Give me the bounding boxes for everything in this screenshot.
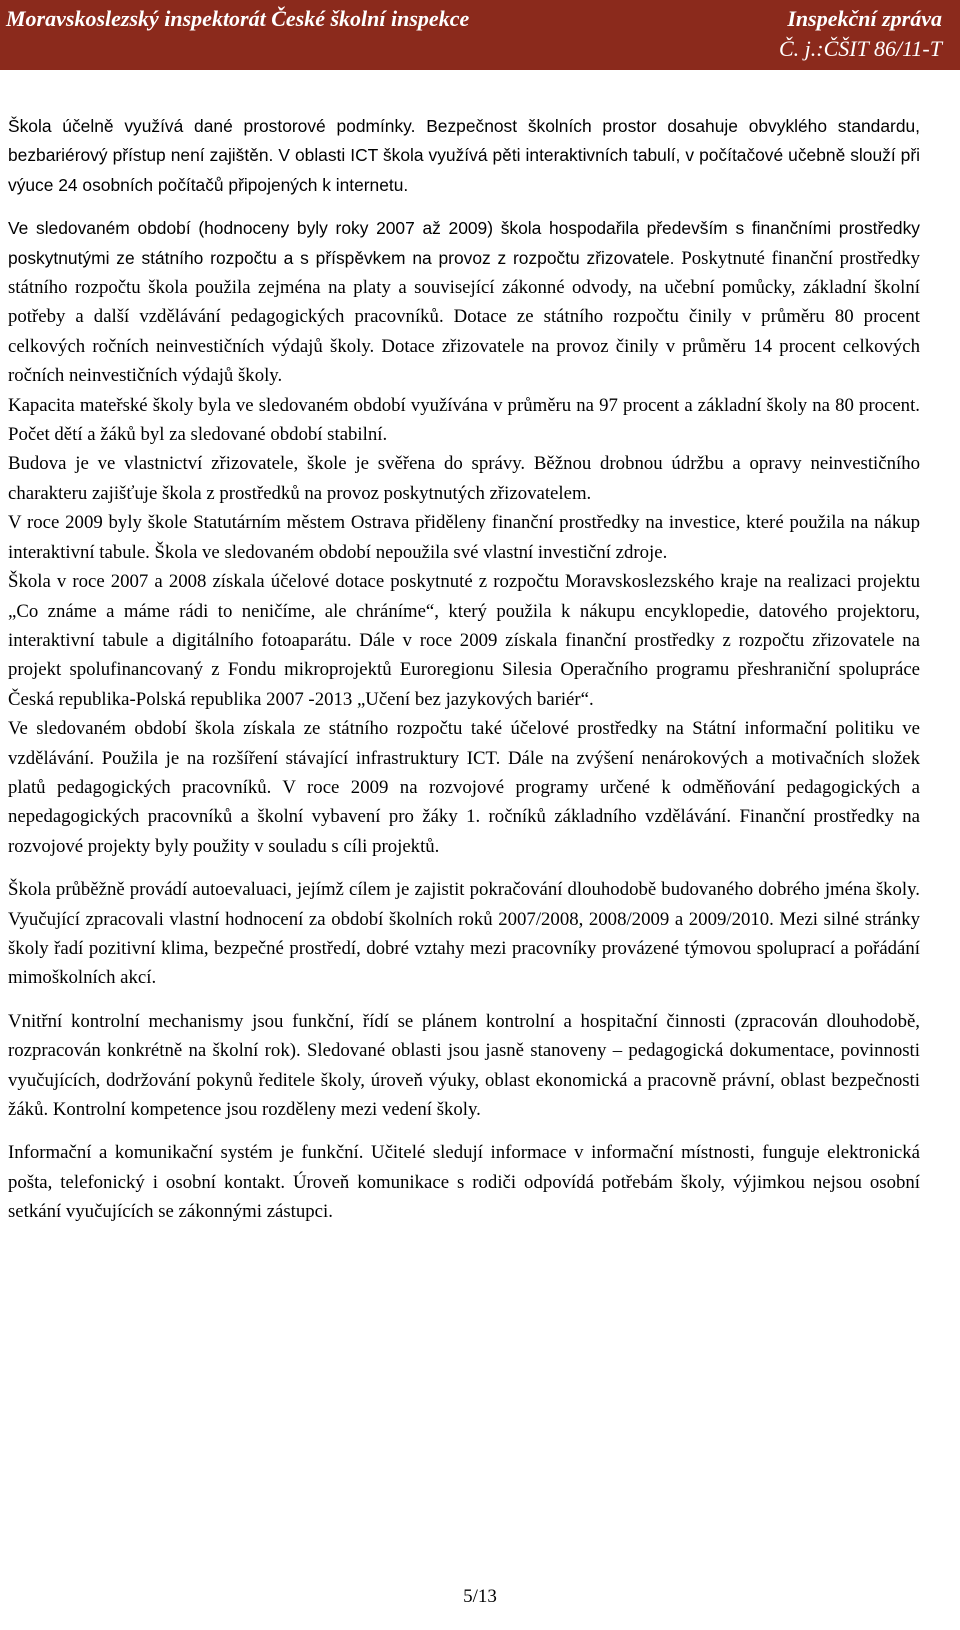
paragraph-communication: Informační a komunikační systém je funkční. Učitelé sledují informace v informační místnosti, funguje elektronická pošta, telefonický i osobní kontakt. Úroveň komunikace s rodiči odpovídá potřebám školy, výjimkou nejsou osobní setkání vyučujících se zákonnými zástupci. xyxy=(8,1142,920,1223)
paragraph-investments: V roce 2009 byly škole Statutárním městem Ostrava přiděleny finanční prostředky na investice, které použila na nákup interaktivní tabule. Škola ve sledovaném období nepoužila své vlastní investiční zdroje. xyxy=(8,512,920,563)
page-header xyxy=(0,0,960,70)
paragraph-building: Budova je ve vlastnictví zřizovatele, škole je svěřena do správy. Běžnou drobnou údržbu a opravy neinvestičního charakteru zajišťuje škola z prostředků na provoz poskytnutých zřizovatelem. xyxy=(8,453,920,504)
header-reference-number: Č. j.:ČŠIT 86/11-T xyxy=(779,36,942,61)
page-number: 5/13 xyxy=(463,1586,497,1607)
paragraph-finances xyxy=(8,214,920,390)
paragraph-self-evaluation: Škola průběžně provádí autoevaluaci, jejímž cílem je zajistit pokračování dlouhodobě budovaného dobrého jména školy. Vyučující zpracovali vlastní hodnocení za období školních roků 2007/2008, 2008/2009 a 2009/2010. Mezi silné stránky školy řadí pozitivní klima, bezpečné prostředí, dobré vztahy mezi pracovníky provázené týmovou spoluprací a pořádání mimoškolních akcí. xyxy=(8,879,920,989)
document-body xyxy=(8,112,920,1227)
paragraph-finances-usage: Poskytnuté finanční prostředky státního rozpočtu škola použila zejména na platy a související zákonné odvody, na učební pomůcky, základní školní potřeby a další vzdělávání pedagogických pracovníků. Dotace ze státního rozpočtu činily v průměru 80 procent celkových ročních neinvestičních výdajů školy. Dotace zřizovatele na provoz činily v průměru 14 procent celkových ročních neinvestičních výdajů školy. xyxy=(8,247,920,387)
header-organization: Moravskoslezský inspektorát České školní inspekce xyxy=(6,6,470,31)
paragraph-capacity: Kapacita mateřské školy byla ve sledovaném období využívána v průměru na 97 procent a základní školy na 80 procent. Počet dětí a žáků byl za sledované období stabilní. xyxy=(8,394,920,446)
paragraph-internal-control: Vnitřní kontrolní mechanismy jsou funkční, řídí se plánem kontrolní a hospitační činnosti (zpracován dlouhodobě, rozpracován konkrétně na školní rok). Sledované oblasti jsou jasně stanoveny – pedagogická dokumentace, povinnosti vyučujících, dodržování pokynů ředitele školy, úroveň výuky, oblast ekonomická a pracovně právní, oblast bezpečnosti žáků. Kontrolní kompetence jsou rozděleny mezi vedení školy. xyxy=(8,1010,920,1120)
header-document-type: Inspekční zpráva xyxy=(787,6,942,31)
paragraph-state-funds: Ve sledovaném období škola získala ze státního rozpočtu také účelové prostředky na Státní informační politiku ve vzdělávání. Použila je na rozšíření stávající infrastruktury ICT. Dále na zvýšení nenárokových a motivačních složek platů pedagogických pracovníků. V roce 2009 na rozvojové programy určené k odměňování pedagogických a nepedagogických pracovníků a školní vybavení pro žáky 1. ročníků základního vzdělávání. Finanční prostředky na rozvojové projekty byly použity v souladu s cíli projektů. xyxy=(8,718,920,857)
paragraph-premises: Škola účelně využívá dané prostorové podmínky. Bezpečnost školních prostor dosahuje obvyklého standardu, bezbariérový přístup není zajištěn. V oblasti ICT škola využívá pěti interaktivních tabulí, v počítačové učebně slouží při výuce 24 osobních počítačů připojených k internetu. xyxy=(8,116,920,195)
paragraph-finances-intro: Ve sledovaném období (hodnoceny byly roky 2007 až 2009) škola hospodařila především s finančními prostředky poskytnutými ze státního rozpočtu a s příspěvkem na provoz z rozpočtu zřizovatele. xyxy=(8,218,920,268)
paragraph-grants: Škola v roce 2007 a 2008 získala účelové dotace poskytnuté z rozpočtu Moravskoslezského kraje na realizaci projektu „Co známe a máme rádi to neničíme, ale chráníme“, který použila k nákupu encyklopedie, datového projektoru, interaktivní tabule a digitálního fotoaparátu. Dále v roce 2009 získala finanční prostředky z rozpočtu zřizovatele na projekt spolufinancovaný z Fondu mikroprojektů Euroregionu Silesia Operačního programu přeshraniční spolupráce Česká republika-Polská republika 2007 -2013 „Učení bez jazykových bariér“. xyxy=(8,571,920,710)
